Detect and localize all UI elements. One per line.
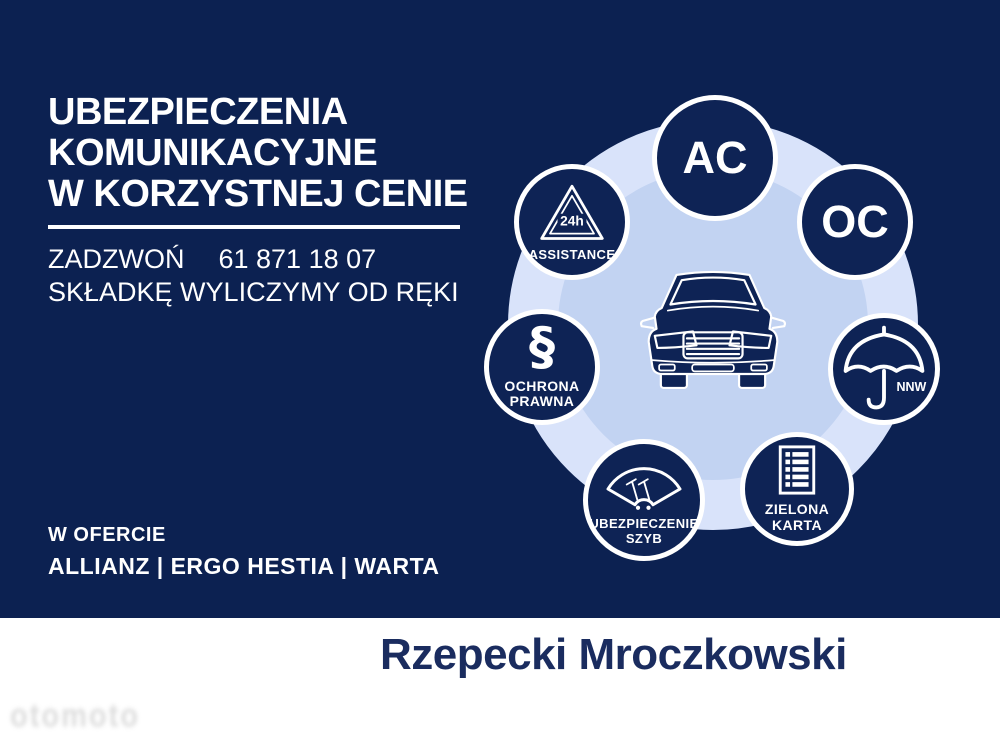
call-to-action-label: ZADZWOŃ: [48, 244, 185, 274]
windshield-wipers-icon: [602, 453, 686, 513]
ochrona-prawna-line2: PRAWNA: [509, 393, 575, 410]
paragraph-symbol-icon: §: [529, 316, 555, 377]
headline-line-1: UBEZPIECZENIA: [48, 91, 348, 133]
offer-heading: W OFERCIE: [48, 524, 166, 546]
contact-subline: SKŁADKĘ WYLICZYMY OD RĘKI: [48, 277, 459, 307]
offer-brands: ALLIANZ | ERGO HESTIA | WARTA: [48, 553, 440, 579]
product-circle-zielona-karta: [740, 432, 854, 546]
product-circle-assistance: [514, 164, 630, 280]
product-circle-ochrona-prawna: [484, 309, 600, 425]
assistance-label: ASSISTANCE: [528, 246, 616, 262]
divider-line: [48, 225, 460, 229]
zielona-karta-line2: KARTA: [772, 517, 822, 533]
car-front-icon: [625, 268, 801, 394]
headline-line-3: W KORZYSTNEJ CENIE: [48, 173, 468, 215]
ubezpieczenie-szyb-line2: SZYB: [625, 531, 663, 546]
umbrella-icon: [836, 321, 932, 417]
green-card-document-icon: [776, 444, 818, 496]
oc-label: OC: [821, 196, 889, 247]
ochrona-prawna-line1: OCHRONA: [504, 377, 580, 394]
phone-number: 61 871 18 07: [218, 244, 377, 274]
ac-label: AC: [682, 132, 748, 183]
product-circle-oc: [797, 164, 913, 280]
zielona-karta-label: [765, 502, 829, 533]
company-name: Rzepecki Mroczkowski: [380, 630, 847, 679]
ochrona-prawna-label: [504, 379, 579, 410]
product-circle-ac: [652, 95, 778, 221]
zielona-karta-line1: ZIELONA: [764, 501, 830, 518]
headline-line-2: KOMUNIKACYJNE: [48, 132, 378, 174]
contact-line: [48, 243, 459, 276]
warning-triangle-24h-icon: [536, 182, 608, 244]
contact-block: [48, 243, 459, 309]
watermark-text: otomoto: [10, 697, 140, 735]
ubezpieczenie-szyb-line1: UBEZPIECZENIE: [589, 516, 699, 532]
product-circle-nnw: [828, 313, 940, 425]
offer-block: [48, 524, 440, 580]
nnw-label: NNW: [896, 380, 927, 395]
ubezpieczenie-szyb-label: [589, 517, 698, 546]
headline: [48, 92, 468, 215]
product-circle-ubezpieczenie-szyb: [583, 439, 705, 561]
assistance-24h-text: 24h: [560, 213, 584, 229]
